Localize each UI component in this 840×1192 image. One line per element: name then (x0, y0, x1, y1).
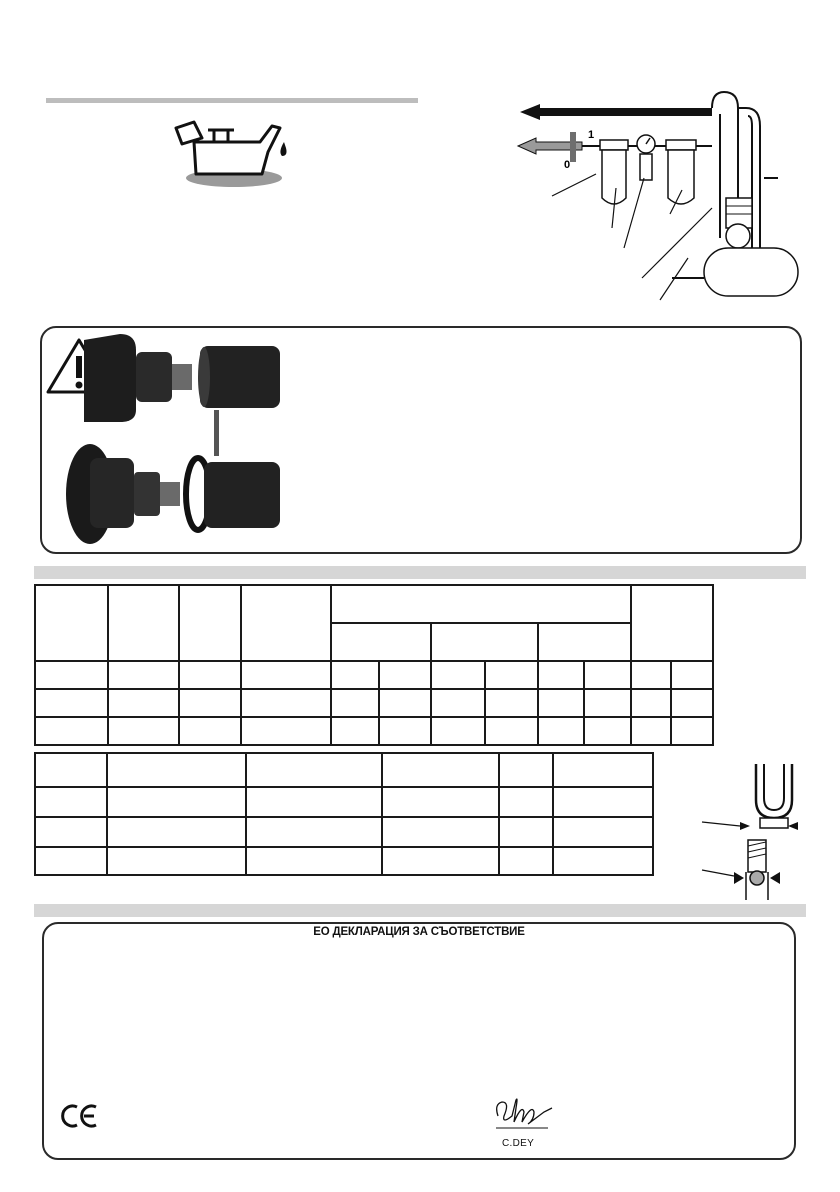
section-band (34, 904, 806, 917)
oil-can-icon (172, 116, 298, 190)
table-row (35, 847, 653, 875)
spec-header-cell (179, 585, 241, 661)
spec-header-cell (241, 585, 331, 661)
signature-name: C.DEY (502, 1138, 535, 1149)
table-row (35, 787, 653, 817)
spec-subheader-cell (431, 623, 538, 661)
air-supply-diagram (512, 78, 806, 310)
spec-header-cell (631, 585, 713, 661)
table-row (35, 661, 713, 689)
spec-table (34, 584, 714, 746)
ce-mark (60, 1104, 100, 1128)
declaration-title: ЕО ДЕКЛАРАЦИЯ ЗА СЪОТВЕТСТВИЕ (313, 926, 525, 938)
table-row (35, 689, 713, 717)
spec-header-cell (331, 585, 631, 623)
valve-label-closed: 0 (564, 159, 571, 171)
declaration-panel (42, 922, 796, 1160)
spec-subheader-cell (538, 623, 631, 661)
socket-attachment-illustration (84, 330, 288, 426)
table-row (35, 717, 713, 745)
section-rule (46, 98, 418, 103)
screw-table (34, 752, 654, 876)
valve-label-open: 1 (588, 129, 595, 141)
anvil-measurement-diagram (700, 760, 800, 900)
signature-image (492, 1094, 562, 1134)
spec-header-cell (108, 585, 179, 661)
table-row (35, 753, 653, 787)
spec-subheader-cell (331, 623, 431, 661)
socket-ring-illustration (64, 442, 286, 546)
spec-header-cell (35, 585, 108, 661)
table-row (35, 817, 653, 847)
section-band (34, 566, 806, 579)
